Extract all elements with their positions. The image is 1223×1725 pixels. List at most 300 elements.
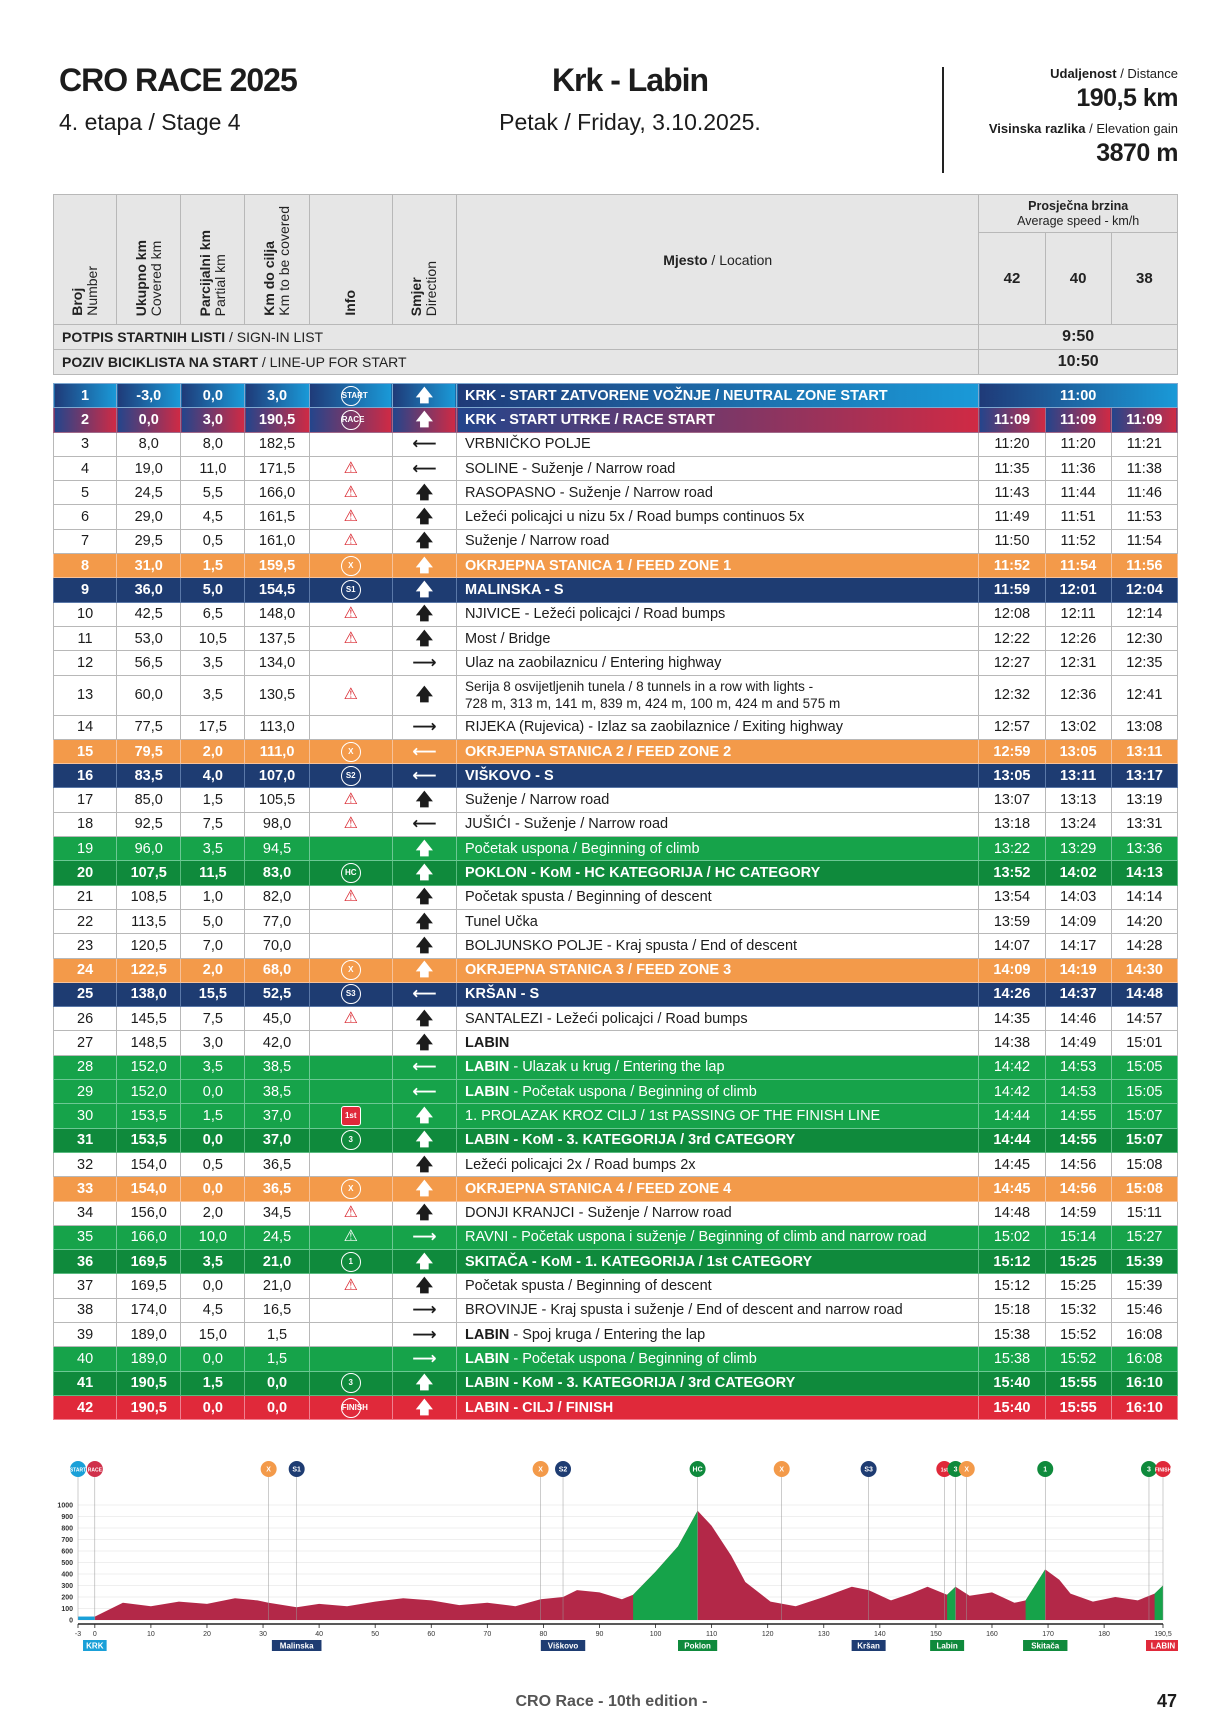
direction-cell — [392, 861, 456, 885]
col-avg-speed: Prosječna brzina Average speed - km/h — [979, 195, 1178, 233]
time-42: 12:59 — [979, 739, 1045, 763]
location-cell: BROVINJE - Kraj spusta i suženje / End of descent and narrow road — [457, 1298, 979, 1322]
direction-cell — [392, 1080, 456, 1104]
elevation-area — [78, 1511, 1163, 1620]
info-cell — [309, 1031, 392, 1055]
covered-km: 42,5 — [117, 602, 181, 626]
table-row — [54, 1371, 1178, 1395]
time-38: 15:08 — [1111, 1177, 1177, 1201]
warning-icon: ⚠ — [343, 483, 358, 501]
km-to-finish: 1,5 — [245, 1347, 309, 1371]
marker-label: X — [779, 1466, 785, 1474]
arrow-right-icon: ⟶ — [412, 1300, 437, 1320]
info-cell — [309, 1395, 392, 1419]
direction-cell — [392, 1347, 456, 1371]
warning-icon: ⚠ — [343, 888, 358, 906]
arrow-up-icon: 🡅 — [415, 1203, 434, 1223]
elevation-profile — [53, 1455, 1178, 1665]
location-cell: Suženje / Narrow road — [457, 529, 979, 553]
x-tick-label: 10 — [146, 1631, 155, 1638]
time-38: 16:08 — [1111, 1347, 1177, 1371]
table-row — [54, 1031, 1178, 1055]
marker-label: X — [266, 1466, 271, 1474]
info-cell — [309, 837, 392, 861]
neutral-zone-area — [78, 1617, 95, 1620]
km-to-finish: 45,0 — [245, 1007, 309, 1031]
x-tick-label: 90 — [595, 1631, 604, 1638]
info-cell — [309, 432, 392, 456]
row-number: 24 — [54, 958, 117, 982]
time-40: 14:53 — [1045, 1055, 1111, 1079]
info-cell — [309, 456, 392, 480]
time-38: 11:54 — [1111, 529, 1177, 553]
row-number: 18 — [54, 812, 117, 836]
marker-label: 3 — [953, 1466, 958, 1474]
partial-km: 11,0 — [181, 456, 245, 480]
covered-km: 92,5 — [117, 812, 181, 836]
place-label: KRK — [86, 1641, 104, 1651]
table-row — [54, 456, 1178, 480]
arrow-up-icon: 🡅 — [415, 482, 434, 502]
km-to-finish: 161,0 — [245, 529, 309, 553]
table-row — [54, 626, 1178, 650]
partial-km: 17,5 — [181, 715, 245, 739]
info-cell — [309, 651, 392, 675]
covered-km: 113,5 — [117, 909, 181, 933]
table-row — [54, 837, 1178, 861]
race-title: CRO RACE 2025 — [59, 62, 297, 98]
partial-km: 7,5 — [181, 812, 245, 836]
table-row — [54, 384, 1178, 408]
y-tick-label: 900 — [61, 1514, 73, 1521]
time-42: 13:05 — [979, 764, 1045, 788]
info-cell — [309, 1104, 392, 1128]
info-cell — [309, 788, 392, 812]
time-40: 14:53 — [1045, 1080, 1111, 1104]
marker-label: S1 — [292, 1466, 301, 1474]
covered-km: 169,5 — [117, 1274, 181, 1298]
row-number: 36 — [54, 1250, 117, 1274]
covered-km: 169,5 — [117, 1250, 181, 1274]
arrow-left-icon: ⟵ — [412, 434, 437, 454]
covered-km: 0,0 — [117, 408, 181, 432]
table-row — [54, 885, 1178, 909]
info-badge-icon: FINISH — [341, 1398, 361, 1418]
partial-km: 0,0 — [181, 1347, 245, 1371]
time-42: 15:40 — [979, 1371, 1045, 1395]
time-42: 14:07 — [979, 934, 1045, 958]
km-to-finish: 94,5 — [245, 837, 309, 861]
time-42: 13:59 — [979, 909, 1045, 933]
time-40: 11:54 — [1045, 554, 1111, 578]
direction-cell — [392, 982, 456, 1006]
x-tick-label: 80 — [539, 1631, 548, 1638]
x-tick-label: 60 — [427, 1631, 436, 1638]
partial-km: 11,5 — [181, 861, 245, 885]
time-42: 13:22 — [979, 837, 1045, 861]
time-38: 14:48 — [1111, 982, 1177, 1006]
direction-cell — [392, 1104, 456, 1128]
y-tick-label: 1000 — [57, 1502, 73, 1510]
row-number: 23 — [54, 934, 117, 958]
time-38: 15:05 — [1111, 1055, 1177, 1079]
row-number: 19 — [54, 837, 117, 861]
time-42: 11:20 — [979, 432, 1045, 456]
row-number: 2 — [54, 408, 117, 432]
partial-km: 2,0 — [181, 1201, 245, 1225]
table-row — [54, 1177, 1178, 1201]
partial-km: 1,5 — [181, 788, 245, 812]
warning-icon: ⚠ — [343, 629, 358, 647]
direction-cell — [392, 715, 456, 739]
km-to-finish: 70,0 — [245, 934, 309, 958]
km-to-finish: 0,0 — [245, 1371, 309, 1395]
info-cell — [309, 675, 392, 715]
partial-km: 7,0 — [181, 934, 245, 958]
location-cell: Suženje / Narrow road — [457, 788, 979, 812]
warning-icon: ⚠ — [343, 1228, 358, 1246]
table-row — [54, 1152, 1178, 1176]
time-42: 13:07 — [979, 788, 1045, 812]
arrow-up-icon: 🡅 — [415, 1033, 434, 1053]
col-info: Info — [309, 195, 392, 325]
time-38: 15:07 — [1111, 1104, 1177, 1128]
table-row — [54, 1322, 1178, 1346]
partial-km: 3,5 — [181, 1250, 245, 1274]
row-number: 11 — [54, 626, 117, 650]
col-partial: Parcijalni km Partial km — [181, 195, 245, 325]
table-row — [54, 739, 1178, 763]
covered-km: 189,0 — [117, 1347, 181, 1371]
x-tick-label: 40 — [315, 1631, 324, 1638]
time-40: 11:09 — [1045, 408, 1111, 432]
direction-cell — [392, 1274, 456, 1298]
x-tick-label: 160 — [986, 1631, 998, 1638]
table-row — [54, 788, 1178, 812]
location-cell: Tunel Učka — [457, 909, 979, 933]
marker-label: HC — [692, 1466, 703, 1474]
location-cell: RASOPASNO - Suženje / Narrow road — [457, 481, 979, 505]
partial-km: 3,5 — [181, 651, 245, 675]
table-row — [54, 408, 1178, 432]
marker-label: S2 — [558, 1466, 568, 1474]
marker-label: START — [69, 1467, 87, 1474]
km-to-finish: 182,5 — [245, 432, 309, 456]
location-cell: OKRJEPNA STANICA 2 / FEED ZONE 2 — [457, 739, 979, 763]
place-label: Viškovo — [547, 1641, 579, 1651]
direction-cell — [392, 764, 456, 788]
place-label: Poklon — [684, 1641, 711, 1651]
col-location: Mjesto / Location — [457, 195, 979, 325]
arrow-up-icon: 🡅 — [415, 960, 434, 980]
partial-km: 7,5 — [181, 1007, 245, 1031]
row-number: 4 — [54, 456, 117, 480]
time-40: 15:32 — [1045, 1298, 1111, 1322]
partial-km: 0,5 — [181, 1152, 245, 1176]
info-badge-icon: S3 — [341, 984, 361, 1004]
direction-cell — [392, 602, 456, 626]
covered-km: 152,0 — [117, 1055, 181, 1079]
time-38: 13:19 — [1111, 788, 1177, 812]
covered-km: 29,5 — [117, 529, 181, 553]
direction-cell — [392, 958, 456, 982]
place-label: LABIN — [1150, 1641, 1176, 1651]
km-to-finish: 161,5 — [245, 505, 309, 529]
km-to-finish: 111,0 — [245, 739, 309, 763]
partial-km: 2,0 — [181, 958, 245, 982]
km-to-finish: 137,5 — [245, 626, 309, 650]
direction-cell — [392, 1371, 456, 1395]
arrow-up-icon: 🡅 — [415, 1251, 434, 1271]
time-40: 14:03 — [1045, 885, 1111, 909]
time-40: 15:55 — [1045, 1371, 1111, 1395]
direction-cell — [392, 1395, 456, 1419]
y-tick-label: 600 — [61, 1548, 73, 1556]
covered-km: 53,0 — [117, 626, 181, 650]
time-40: 15:14 — [1045, 1225, 1111, 1249]
direction-cell — [392, 788, 456, 812]
time-42: 12:08 — [979, 602, 1045, 626]
location-cell: Ulaz na zaobilaznicu / Entering highway — [457, 651, 979, 675]
time-42: 14:09 — [979, 958, 1045, 982]
location-cell: Početak spusta / Beginning of descent — [457, 885, 979, 909]
y-tick-label: 700 — [61, 1537, 73, 1544]
time-38: 12:35 — [1111, 651, 1177, 675]
partial-km: 10,5 — [181, 626, 245, 650]
location-cell: LABIN - Početak uspona / Beginning of climb — [457, 1080, 979, 1104]
covered-km: 19,0 — [117, 456, 181, 480]
km-to-finish: 105,5 — [245, 788, 309, 812]
partial-km: 6,5 — [181, 602, 245, 626]
time-42: 15:38 — [979, 1322, 1045, 1346]
row-number: 17 — [54, 788, 117, 812]
table-row — [54, 958, 1178, 982]
warning-icon: ⚠ — [343, 459, 358, 477]
covered-km: 60,0 — [117, 675, 181, 715]
time-42: 14:26 — [979, 982, 1045, 1006]
row-number: 33 — [54, 1177, 117, 1201]
covered-km: 174,0 — [117, 1298, 181, 1322]
partial-km: 0,0 — [181, 1128, 245, 1152]
y-tick-label: 500 — [61, 1560, 73, 1567]
arrow-up-icon: 🡅 — [415, 790, 434, 810]
arrow-up-icon: 🡅 — [415, 409, 434, 429]
time-40: 14:55 — [1045, 1104, 1111, 1128]
km-to-finish: 36,5 — [245, 1152, 309, 1176]
x-tick-label: 190,5 — [1154, 1631, 1172, 1638]
info-cell — [309, 602, 392, 626]
marker-label: S3 — [864, 1466, 873, 1474]
direction-cell — [392, 837, 456, 861]
time-42: 15:18 — [979, 1298, 1045, 1322]
time-42: 11:49 — [979, 505, 1045, 529]
location-cell: Početak uspona / Beginning of climb — [457, 837, 979, 861]
km-to-finish: 3,0 — [245, 384, 309, 408]
km-to-finish: 77,0 — [245, 909, 309, 933]
time-38: 14:20 — [1111, 909, 1177, 933]
table-row — [54, 909, 1178, 933]
warning-icon: ⚠ — [343, 605, 358, 623]
arrow-right-icon: ⟶ — [412, 652, 437, 672]
covered-km: 83,5 — [117, 764, 181, 788]
row-number: 8 — [54, 554, 117, 578]
time-42: 14:42 — [979, 1080, 1045, 1104]
table-row — [54, 1225, 1178, 1249]
direction-cell — [392, 384, 456, 408]
partial-km: 4,5 — [181, 1298, 245, 1322]
table-row — [54, 1104, 1178, 1128]
info-cell — [309, 1250, 392, 1274]
table-row — [54, 764, 1178, 788]
covered-km: 56,5 — [117, 651, 181, 675]
km-to-finish: 37,0 — [245, 1104, 309, 1128]
row-number: 39 — [54, 1322, 117, 1346]
info-cell — [309, 1371, 392, 1395]
direction-cell — [392, 1128, 456, 1152]
row-number: 21 — [54, 885, 117, 909]
row-number: 15 — [54, 739, 117, 763]
arrow-up-icon: 🡅 — [415, 555, 434, 575]
partial-km: 5,0 — [181, 578, 245, 602]
table-row — [54, 1274, 1178, 1298]
table-row — [54, 505, 1178, 529]
covered-km: 36,0 — [117, 578, 181, 602]
km-to-finish: 16,5 — [245, 1298, 309, 1322]
info-cell — [309, 885, 392, 909]
covered-km: 190,5 — [117, 1371, 181, 1395]
route-title: Krk - Labin — [551, 62, 709, 98]
row-number: 41 — [54, 1371, 117, 1395]
marker-label: 3 — [1147, 1466, 1151, 1474]
km-to-finish: 107,0 — [245, 764, 309, 788]
race-date: Petak / Friday, 3.10.2025. — [499, 109, 761, 135]
time-40: 13:05 — [1045, 739, 1111, 763]
warning-icon: ⚠ — [343, 1277, 358, 1295]
km-to-finish: 134,0 — [245, 651, 309, 675]
info-cell — [309, 1274, 392, 1298]
covered-km: 166,0 — [117, 1225, 181, 1249]
partial-km: 3,0 — [181, 408, 245, 432]
arrow-left-icon: ⟵ — [412, 1081, 437, 1101]
time-38: 12:41 — [1111, 675, 1177, 715]
info-badge-icon: START — [341, 386, 361, 406]
info-cell — [309, 1055, 392, 1079]
info-cell — [309, 934, 392, 958]
stage-label: 4. etapa / Stage 4 — [59, 109, 241, 135]
covered-km: 189,0 — [117, 1322, 181, 1346]
time-38: 13:36 — [1111, 837, 1177, 861]
warning-icon: ⚠ — [343, 791, 358, 809]
table-row — [54, 432, 1178, 456]
covered-km: 152,0 — [117, 1080, 181, 1104]
time-42: 14:38 — [979, 1031, 1045, 1055]
time-40: 14:37 — [1045, 982, 1111, 1006]
direction-cell — [392, 1007, 456, 1031]
row-number: 35 — [54, 1225, 117, 1249]
time-40: 14:49 — [1045, 1031, 1111, 1055]
partial-km: 0,0 — [181, 384, 245, 408]
climb-segment — [1026, 1569, 1046, 1620]
time-38: 14:30 — [1111, 958, 1177, 982]
time-40: 14:56 — [1045, 1177, 1111, 1201]
partial-km: 0,0 — [181, 1177, 245, 1201]
location-cell: LABIN - KoM - 3. KATEGORIJA / 3rd CATEGORY — [457, 1371, 979, 1395]
time-42: 11:59 — [979, 578, 1045, 602]
col-direction: Smjer Direction — [392, 195, 456, 325]
location-cell: SKITAČA - KoM - 1. KATEGORIJA / 1st CATEGORY — [457, 1250, 979, 1274]
covered-km: -3,0 — [117, 384, 181, 408]
time-42: 14:44 — [979, 1128, 1045, 1152]
itinerary-table — [53, 194, 1178, 1420]
location-cell: 1. PROLAZAK KROZ CILJ / 1st PASSING OF THE FINISH LINE — [457, 1104, 979, 1128]
km-to-finish: 68,0 — [245, 958, 309, 982]
time-40: 14:09 — [1045, 909, 1111, 933]
col-number: Broj Number — [54, 195, 117, 325]
km-to-finish: 190,5 — [245, 408, 309, 432]
time-40: 15:25 — [1045, 1250, 1111, 1274]
info-cell — [309, 626, 392, 650]
x-tick-label: 150 — [930, 1631, 942, 1638]
climb-segment — [1155, 1586, 1163, 1621]
arrow-up-icon: 🡅 — [415, 1373, 434, 1393]
time-42: 14:44 — [979, 1104, 1045, 1128]
warning-icon: ⚠ — [343, 686, 358, 704]
direction-cell — [392, 1055, 456, 1079]
partial-km: 15,0 — [181, 1322, 245, 1346]
time-42: 15:12 — [979, 1274, 1045, 1298]
marker-label: FINISH — [1154, 1467, 1172, 1474]
table-row — [54, 1055, 1178, 1079]
x-tick-label: 120 — [761, 1631, 774, 1638]
info-cell — [309, 408, 392, 432]
info-badge-icon: 3 — [341, 1130, 361, 1150]
time-38: 13:11 — [1111, 739, 1177, 763]
arrow-right-icon: ⟶ — [412, 717, 437, 737]
info-cell — [309, 1298, 392, 1322]
time-38: 12:14 — [1111, 602, 1177, 626]
itinerary-rows — [54, 384, 1178, 1420]
place-label: Malinska — [279, 1641, 314, 1651]
row-number: 13 — [54, 675, 117, 715]
info-cell — [309, 715, 392, 739]
location-cell: KRK - START ZATVORENE VOŽNJE / NEUTRAL ZONE START — [457, 384, 979, 408]
km-to-finish: 38,5 — [245, 1080, 309, 1104]
direction-cell — [392, 408, 456, 432]
time-42: 11:52 — [979, 554, 1045, 578]
time-40: 12:36 — [1045, 675, 1111, 715]
time-40: 14:02 — [1045, 861, 1111, 885]
time-38: 15:11 — [1111, 1201, 1177, 1225]
direction-cell — [392, 651, 456, 675]
covered-km: 29,0 — [117, 505, 181, 529]
location-cell: LABIN - CILJ / FINISH — [457, 1395, 979, 1419]
row-number: 16 — [54, 764, 117, 788]
km-to-finish: 1,5 — [245, 1322, 309, 1346]
table-row — [54, 1128, 1178, 1152]
direction-cell — [392, 554, 456, 578]
info-cell — [309, 481, 392, 505]
elevation-value: 3870 m — [1096, 139, 1178, 167]
table-row — [54, 1250, 1178, 1274]
row-number: 30 — [54, 1104, 117, 1128]
x-tick-label: -3 — [74, 1631, 82, 1638]
location-cell: OKRJEPNA STANICA 1 / FEED ZONE 1 — [457, 554, 979, 578]
table-row — [54, 651, 1178, 675]
km-to-finish: 0,0 — [245, 1395, 309, 1419]
km-to-finish: 38,5 — [245, 1055, 309, 1079]
km-to-finish: 24,5 — [245, 1225, 309, 1249]
info-badge-icon: S2 — [341, 766, 361, 786]
